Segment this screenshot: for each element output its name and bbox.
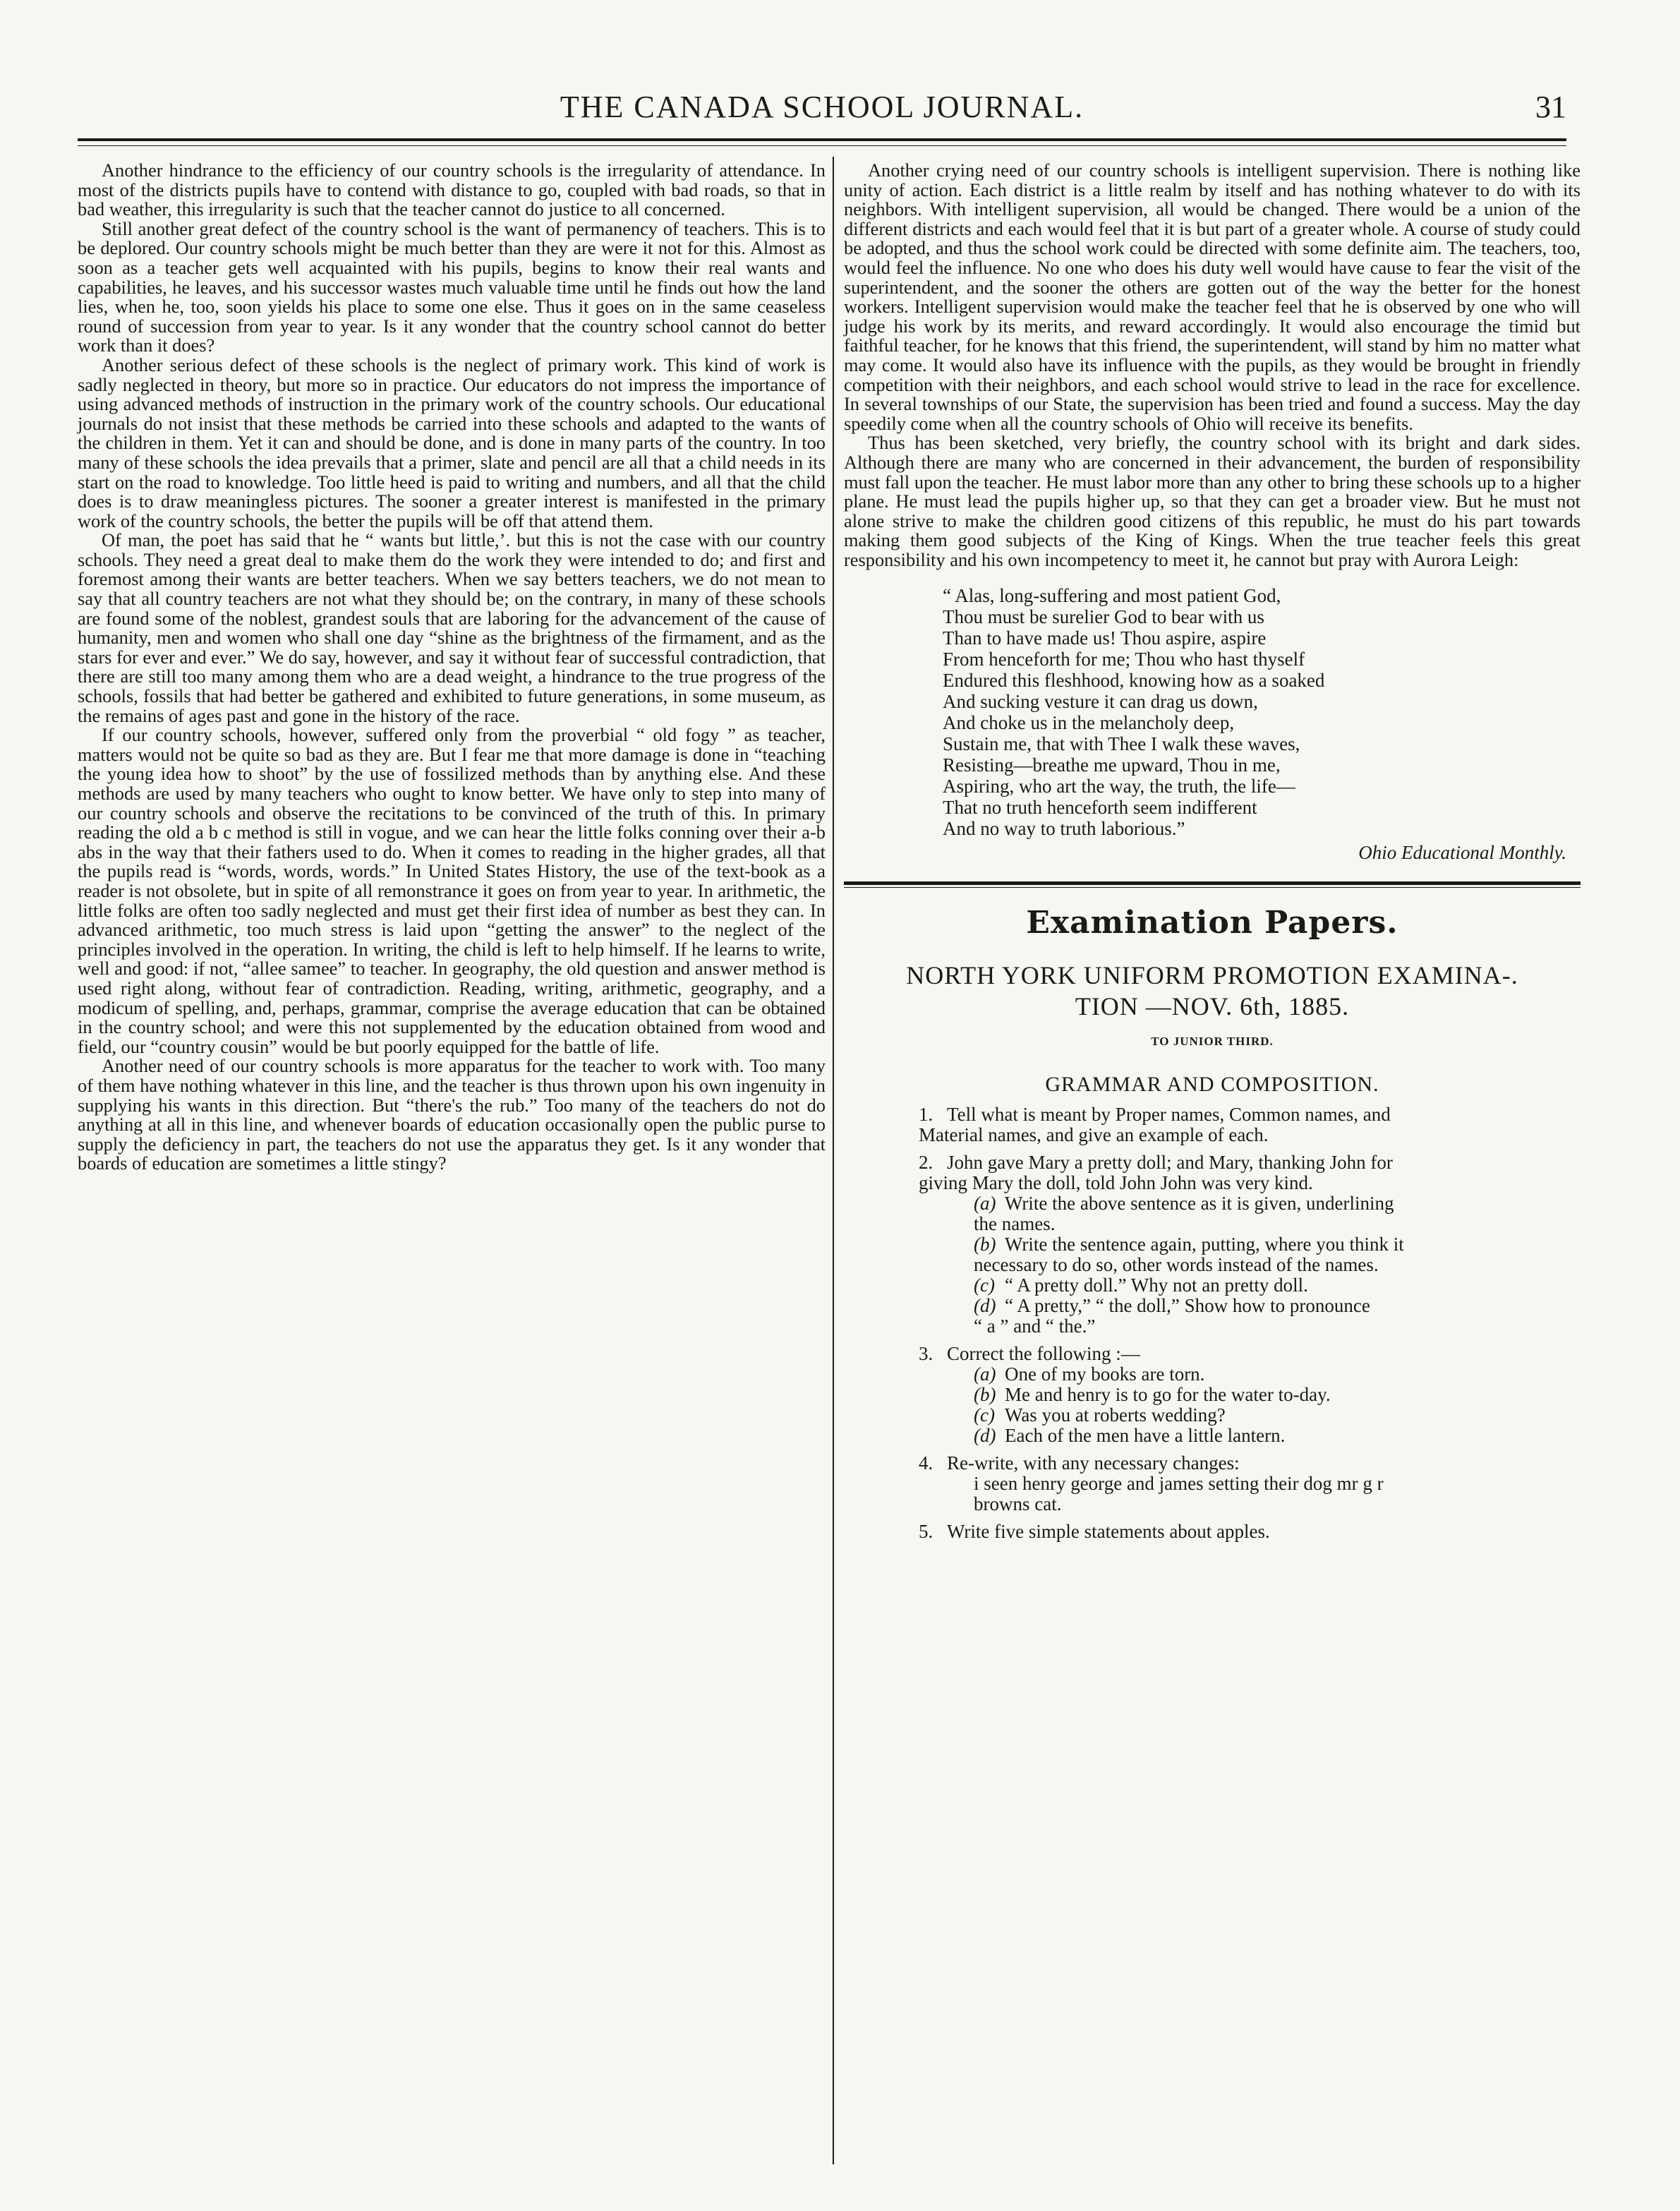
journal-title: THE CANADA SCHOOL JOURNAL. <box>560 90 1084 124</box>
sub-question-label: (d) <box>974 1294 996 1316</box>
question-text: Re-write, with any necessary changes: <box>947 1452 1240 1474</box>
poem-line: Endured this fleshhood, knowing how as a soaked <box>943 670 1325 692</box>
question-text: John gave Mary a pretty doll; and Mary, thanking John for <box>947 1151 1393 1173</box>
article-paragraph: Another hindrance to the efficiency of our country schools is the irregularity of attendance. In most of the districts pupils have to contend with distance to go, coupled with bad roads, so that in bad weather, this irregularity is such that the teacher cannot do justice to all concerned. <box>78 159 826 220</box>
section-separator <box>844 881 1581 888</box>
poem-line: Thou must be surelier God to bear with us <box>943 606 1264 628</box>
left-column <box>78 161 826 1174</box>
article-paragraph: Another serious defect of these schools is the neglect of primary work. This kind of work is sadly neglected in theory, but more so in practice. Our educators do not impress the importance of using advanced methods of instruction in the primary work of the country schools. Our educational journals do not insist that these methods be carried into these schools and adapted to the wants of the children in them. Yet it can and should be done, and is done in many parts of the country. In too many of these schools the idea prevails that a primer, slate and pencil are all that a child needs in its start on the road to knowledge. Too little heed is paid to writing and numbers, and all that the child does is to draw meaningless pictures. The sooner a greater interest is manifested in the primary work of the country schools, the better the pupils will be off that attend them. <box>78 354 826 531</box>
poem <box>943 585 1581 839</box>
sub-question-label: (c) <box>974 1274 995 1296</box>
article-paragraph: Still another great defect of the country school is the want of permanency of teachers. This is to be deplored. Our country schools might be much better than they are were it not for this. Almost as soon as a teacher gets well acquainted with his pupils, begins to know their real wants and capabilities, he leaves, and his successor wastes much valuable time until he finds out how the land lies, when he, too, soon yields his place to some one else. Thus it goes on in the same ceaseless round of succession from year to year. Is it any wonder that the country school cannot do better work than it does? <box>78 217 826 356</box>
article-paragraph: Another crying need of our country schools is intelligent supervision. There is nothing like unity of action. Each district is a little realm by itself and has nothing whatever to do with its neighbors. With intelligent supervision, all would be changed. There would be a union of the different districts and each would feel that it is but part of a greater whole. A course of study could be adopted, and thus the school work could be directed with some definite aim. The teachers, too, would feel the influence. No one who does his duty well would have cause to fear the visit of the superintendent, and the sooner the others are gotten out of the way the better for the honest workers. Intelligent supervision would make the teacher feel that he is observed by one who will judge his work by its merits, and reward accordingly. It would also encourage the timid but faithful teacher, for he knows that this friend, the superintendent, will stand by him no matter what may come. It would also have its influence with the pupils, as they would be brought in friendly competition with their neighbors, and each school would strive to lead in the race for excellence. In several townships of our State, the supervision has been tried and found a success. May the day speedily come when all the country schools of Ohio will receive its benefits. <box>844 159 1581 434</box>
question-5 <box>844 1522 1581 1542</box>
poem-line: Sustain me, that with Thee I walk these waves, <box>943 733 1300 755</box>
header-rule <box>78 138 1566 146</box>
poem-line: Resisting—breathe me upward, Thou in me, <box>943 754 1281 776</box>
page-number: 31 <box>1535 90 1566 124</box>
sub-question-text: “ A pretty doll.” Why not an pretty doll. <box>1005 1274 1308 1296</box>
question-2 <box>844 1152 1581 1337</box>
article-paragraph: Of man, the poet has said that he “ wants but little,’. but this is not the case with our country schools. They need a great deal to make them do the work they were intended to do; and first and foremost among their wants are better teachers. When we say betters teachers, we do not mean to say that all country teachers are not what they should be; on the contrary, in many of these schools are found some of the noblest, grandest souls that are laboring for the advancement of the cause of humanity, men and women who shall one day “shine as the brightness of the firmament, and as the stars for ever and ever.” We do say, however, and say it without fear of successful contradiction, that there are still too many among them who are a dead weight, a hindrance to the true progress of the schools, fossils that had better be gathered and exhibited to future generations, in some museum, as the remains of ages past and gone in the history of the race. <box>78 529 826 726</box>
question-text: Correct the following :— <box>947 1342 1140 1364</box>
right-column <box>844 161 1581 1549</box>
section-title: Examination Papers. <box>1026 905 1398 941</box>
poem-line: And sucking vesture it can drag us down, <box>943 691 1258 713</box>
sub-question-label: (a) <box>974 1192 996 1214</box>
column-divider <box>833 157 834 2164</box>
question-text: Write five simple statements about apples. <box>947 1520 1270 1542</box>
poem-line: And choke us in the melancholy deep, <box>943 712 1235 734</box>
question-text: browns cat. <box>974 1493 1062 1514</box>
sub-question-text: the names. <box>974 1212 1056 1234</box>
question-number: 2. <box>919 1151 933 1173</box>
question-text: i seen henry george and james setting their dog mr g r <box>974 1472 1384 1494</box>
sub-question-text: Write the sentence again, putting, where you think it <box>1005 1233 1404 1255</box>
poem-line: From henceforth for me; Thou who hast thyself <box>943 649 1305 670</box>
running-head <box>78 89 1566 131</box>
question-number: 1. <box>919 1103 933 1125</box>
question-text: Tell what is meant by Proper names, Common names, and <box>947 1103 1391 1125</box>
question-text: giving Mary the doll, told John John was very kind. <box>919 1171 1313 1193</box>
article-paragraph: Another need of our country schools is more apparatus for the teacher to work with. Too many of them have nothing whatever in this line, and the teacher is thus thrown upon his own ingenuity in supplying his wants in this direction. But “there's the rub.” Too many of the teachers do not do anything at all in this line, and whenever boards of education occasionally open the public purse to supply the deficiency in part, the teachers do not use the apparatus they get. Is it any wonder that boards of education are sometimes a little stingy? <box>78 1055 826 1174</box>
sub-question-label: (b) <box>974 1383 996 1405</box>
question-1 <box>844 1104 1581 1145</box>
question-number: 4. <box>919 1452 933 1474</box>
sub-question-text: Me and henry is to go for the water to-day. <box>1005 1383 1331 1405</box>
poem-line: Aspiring, who art the way, the truth, the life— <box>943 776 1295 797</box>
exam-title-line: TION —NOV. 6th, 1885. <box>1075 992 1350 1020</box>
article-paragraph: If our country schools, however, suffered only from the proverbial “ old fogy ” as teacher, matters would not be quite so bad as they are. But I fear me that more damage is done in “teaching the young idea how to shoot” by the use of fossilized methods than by anything else. And these methods are used by many teachers who ought to know better. We have only to step into many of our country schools and observe the recitations to be convinced of the truth of this. In primary reading the old a b c method is still in vogue, and we can hear the little folks conning over their a-b abs in the way that their fathers used to do. When it comes to reading in the higher grades, all that the pupils read is “words, words, words.” In United States History, the use of the text-book as a reader is not obsolete, but in spite of all remonstrance it goes on from year to year. In arithmetic, the little folks are often too sadly neglected and must get their first idea of number as best they can. In advanced arithmetic, too much stress is laid upon “getting the answer” to the neglect of the principles involved in the operation. In writing, the child is left to help himself. If he learns to write, well and good: if not, “allee samee” to teacher. In geography, the old question and answer method is used right along, without fear of contradiction. Reading, writing, arithmetic, geography, and a modicum of spelling, and, perhaps, grammar, comprise the average education that can be obtained in the country school; and were this not supplemented by the education obtained from wood and field, our “country cousin” would be but poorly equipped for the battle of life. <box>78 724 826 1057</box>
sub-question-text: Each of the men have a little lantern. <box>1005 1424 1286 1446</box>
sub-question-label: (b) <box>974 1233 996 1255</box>
sub-question-text: “ A pretty,” “ the doll,” Show how to pronounce <box>1005 1294 1370 1316</box>
poem-line: “ Alas, long-suffering and most patient God, <box>943 585 1281 607</box>
question-number: 3. <box>919 1342 933 1364</box>
question-4 <box>844 1453 1581 1514</box>
poem-line: That no truth henceforth seem indifferent <box>943 797 1257 819</box>
sub-question-text: One of my books are torn. <box>1005 1363 1205 1385</box>
sub-question-text: Was you at roberts wedding? <box>1005 1404 1226 1426</box>
sub-question-label: (a) <box>974 1363 996 1385</box>
sub-question-text: Write the above sentence as it is given, underlining <box>1005 1192 1394 1214</box>
exam-subject: GRAMMAR AND COMPOSITION. <box>1045 1073 1379 1097</box>
article-paragraph: Thus has been sketched, very briefly, the country school with its bright and dark sides. Although there are many who are concerned in their advancement, the burden of responsibility must fall upon the teacher. He must labor more than any other to bring these schools up to a higher plane. He must lead the pupils higher up, so that they can get a broader view. But he must not alone strive to make the children good citizens of this republic, he must do his part towards making them good subjects of the King of Kings. When the true teacher feels this great responsibility and his own incompetency to meet it, he cannot but pray with Aurora Leigh: <box>844 432 1581 570</box>
sub-question-label: (d) <box>974 1424 996 1446</box>
poem-line: And no way to truth laborious.” <box>943 818 1185 840</box>
poem-line: Than to have made us! Thou aspire, aspire <box>943 627 1267 649</box>
question-3 <box>844 1344 1581 1446</box>
sub-question-text: “ a ” and “ the.” <box>974 1315 1096 1337</box>
sub-question-text: necessary to do so, other words instead of the names. <box>974 1253 1379 1275</box>
poem-attribution: Ohio Educational Monthly. <box>1358 842 1566 864</box>
sub-question-label: (c) <box>974 1404 995 1426</box>
exam-title <box>844 960 1581 1022</box>
exam-grade: TO JUNIOR THIRD. <box>1151 1034 1274 1048</box>
question-text: Material names, and give an example of each. <box>919 1123 1269 1145</box>
exam-title-line: NORTH YORK UNIFORM PROMOTION EXAMINA-. <box>906 960 1518 989</box>
question-number: 5. <box>919 1520 933 1542</box>
